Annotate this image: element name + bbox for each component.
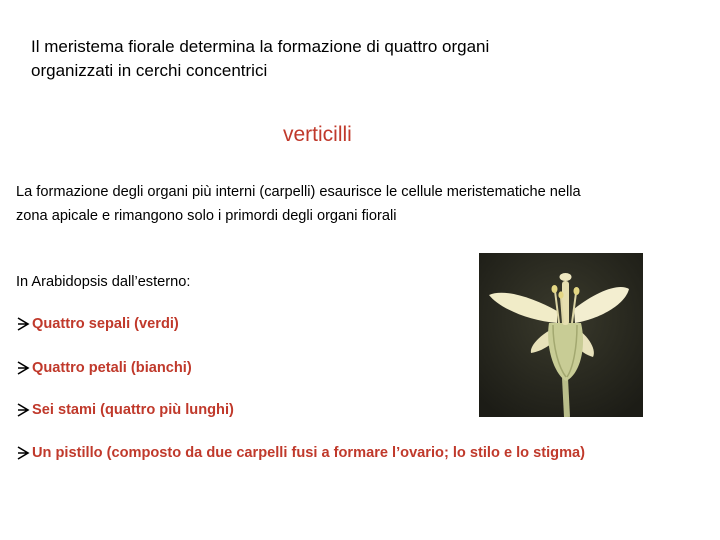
intro-text: In Arabidopsis dall’esterno:	[16, 274, 191, 290]
bullet-petals	[16, 360, 192, 376]
heading-line-1: Il meristema fiorale determina la formazione di quattro organi	[31, 37, 490, 56]
paragraph-line-1: La formazione degli organi più interni (carpelli) esaurisce le cellule meristematiche nella	[16, 184, 581, 200]
bullet-stamens	[16, 402, 234, 418]
bullet-sepals	[16, 316, 179, 332]
paragraph-line-2: zona apicale e rimangono solo i primordi degli organi fiorali	[16, 208, 397, 224]
arrow-bullet-icon	[16, 446, 30, 460]
stem	[565, 378, 567, 417]
bullet-text: Un pistillo (composto da due carpelli fusi a formare l’ovario; lo stilo e lo stigma)	[32, 445, 586, 461]
stigma	[560, 273, 572, 281]
bullet-text: Quattro petali (bianchi)	[32, 360, 192, 376]
arrow-bullet-icon	[16, 317, 30, 331]
keyword-verticilli: verticilli	[283, 123, 352, 146]
arrow-bullet-icon	[16, 361, 30, 375]
flower-illustration	[479, 253, 643, 417]
arrow-bullet-icon	[16, 403, 30, 417]
bullet-pistil	[16, 445, 585, 461]
heading-line-2: organizzati in cerchi concentrici	[31, 61, 268, 80]
arabidopsis-flower-photo	[479, 253, 643, 417]
bullet-text: Quattro sepali (verdi)	[32, 316, 179, 332]
bullet-text: Sei stami (quattro più lunghi)	[32, 402, 234, 418]
